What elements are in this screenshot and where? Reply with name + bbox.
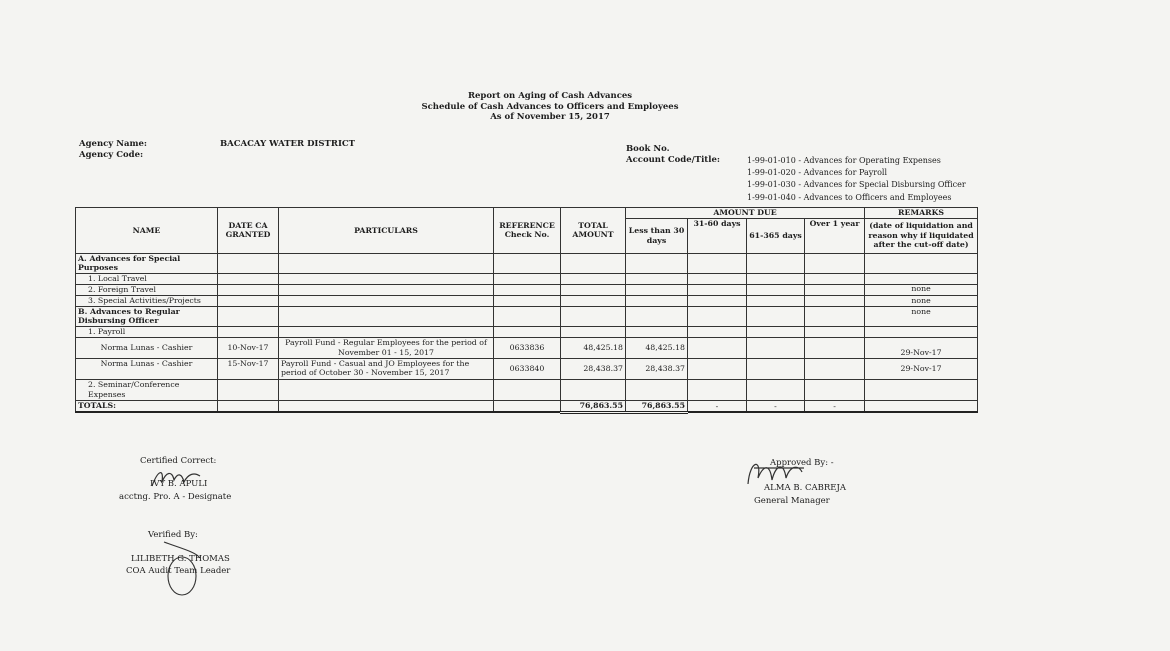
verified-title: COA Audit Team Leader [126, 566, 231, 576]
cash-advance-table [75, 207, 978, 414]
seminar-label: 2. Seminar/Conference Expenses [76, 379, 218, 400]
book-no-label: Book No. [626, 144, 670, 154]
row-particulars: Payroll Fund - Casual and JO Employees for the period of October 30 - November 15, 2017 [279, 358, 494, 379]
account-codes-list [747, 155, 966, 204]
header-61-365: 61-365 days [747, 218, 805, 253]
verified-name: LILIBETH G. THOMAS [131, 554, 230, 564]
title-line-2: Schedule of Cash Advances to Officers and Employees [421, 101, 679, 112]
title-line-1: Report on Aging of Cash Advances [467, 91, 633, 101]
header-less-than-30: Less than 30 days [626, 218, 688, 253]
row-lt30: 48,425.18 [626, 337, 688, 358]
row-reference: 0633840 [494, 358, 561, 379]
agency-name-value: BACACAY WATER DISTRICT [220, 139, 356, 149]
title-line-3: As of November 15, 2017 [490, 112, 610, 122]
row-date: 10-Nov-17 [218, 337, 279, 358]
account-code-label: Account Code/Title: [626, 155, 721, 165]
account-code-line: 1-99-01-030 - Advances for Special Disbursing Officer [747, 180, 966, 190]
header-31-60: 31-60 days [688, 218, 747, 253]
totals-row [76, 400, 978, 412]
account-code-line: 1-99-01-010 - Advances for Operating Expenses [747, 156, 941, 165]
header-total: TOTAL AMOUNT [561, 208, 626, 254]
approved-name: ALMA B. CABREJA [764, 483, 847, 493]
certified-name: IVY B. APULI [150, 479, 208, 489]
header-over-1-year: Over 1 year [805, 218, 865, 253]
row-name: Norma Lunas - Cashier [76, 358, 218, 379]
row-reference: 0633836 [494, 337, 561, 358]
totals-label: TOTALS: [76, 400, 218, 412]
section-a-label: A. Advances for Special Purposes [76, 253, 218, 273]
row-remarks: 29-Nov-17 [865, 358, 978, 379]
foreign-remark: none [865, 284, 978, 295]
table-row [76, 284, 978, 295]
header-amount-due: AMOUNT DUE [626, 208, 865, 219]
section-b-label: B. Advances to Regular Disbursing Officer [76, 306, 218, 326]
header-name: NAME [76, 208, 218, 254]
approved-by-label: Approved By: - [770, 458, 834, 468]
totals-over-1-year: - [805, 400, 865, 412]
table-row [76, 306, 978, 326]
row-lt30: 28,438.37 [626, 358, 688, 379]
header-remarks-sub: (date of liquidation and reason why if liquidated after the cut-off date) [865, 218, 978, 253]
report-title [0, 91, 1100, 123]
row-particulars: Payroll Fund - Regular Employees for the period of November 01 - 15, 2017 [279, 337, 494, 358]
foreign-travel-label: 2. Foreign Travel [76, 284, 218, 295]
special-remark-2: none [865, 306, 978, 326]
header-date: DATE CA GRANTED [218, 208, 279, 254]
payroll-label: 1. Payroll [76, 326, 218, 337]
table-row [76, 379, 978, 400]
table-row [76, 337, 978, 358]
totals-total: 76,863.55 [561, 400, 626, 412]
totals-31-60: - [688, 400, 747, 412]
table-row [76, 358, 978, 379]
table-row [76, 273, 978, 284]
header-particulars: PARTICULARS [279, 208, 494, 254]
totals-61-365: - [747, 400, 805, 412]
row-total: 28,438.37 [561, 358, 626, 379]
agency-code-label: Agency Code: [79, 150, 144, 160]
row-date: 15-Nov-17 [218, 358, 279, 379]
local-travel-label: 1. Local Travel [76, 273, 218, 284]
account-code-line: 1-99-01-020 - Advances for Payroll [747, 168, 888, 178]
approved-title: General Manager [754, 496, 830, 506]
table-header-row [76, 208, 978, 219]
agency-name-label: Agency Name: [79, 139, 148, 149]
verified-by-label: Verified By: [148, 530, 198, 540]
certified-title: acctng. Pro. A - Designate [119, 492, 232, 502]
row-remarks: 29-Nov-17 [865, 337, 978, 358]
header-remarks: REMARKS [865, 208, 978, 219]
table-row [76, 295, 978, 306]
header-reference: REFERENCE Check No. [494, 208, 561, 254]
row-total: 48,425.18 [561, 337, 626, 358]
special-activities-label: 3. Special Activities/Projects [76, 295, 218, 306]
row-name: Norma Lunas - Cashier [76, 337, 218, 358]
totals-lt30: 76,863.55 [626, 400, 688, 412]
table-row [76, 253, 978, 273]
table-row [76, 326, 978, 337]
account-code-line: 1-99-01-040 - Advances to Officers and Employees [747, 192, 952, 202]
certified-correct-label: Certified Correct: [140, 456, 217, 466]
special-remark: none [865, 295, 978, 306]
